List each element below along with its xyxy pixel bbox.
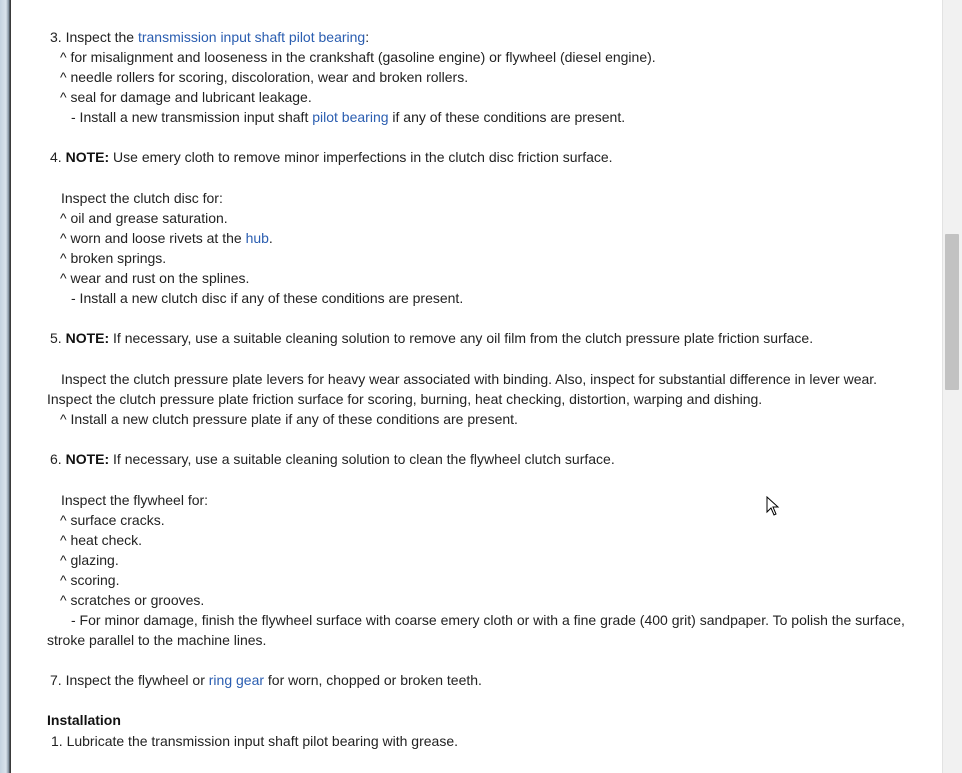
step-number: 7. [50,672,62,688]
note-label: NOTE: [65,330,110,346]
link-transmission-input-shaft-pilot-bearing[interactable]: transmission input shaft pilot bearing [137,29,366,45]
step-3-action-text: - Install a new transmission input shaft [71,109,313,125]
link-hub[interactable]: hub [245,230,269,246]
step-number: 4. [50,149,62,165]
link-pilot-bearing[interactable]: pilot bearing [312,109,389,125]
step-3-heading [50,27,369,47]
step-6-bullet-3: ^ glazing. [60,552,119,568]
step-3-bullet-2: ^ needle rollers for scoring, discoloration, wear and broken rollers. [60,69,469,85]
step-5-paragraph-1: Inspect the clutch pressure plate levers for heavy wear associated with binding. Also, inspect for substantial difference in lever wear. [61,371,878,387]
step-4-note [50,147,613,167]
step-number: 3. [50,29,62,45]
mouse-pointer-icon [766,496,780,516]
note-text: If necessary, use a suitable cleaning solution to clean the flywheel clutch surface. [109,451,615,467]
step-6-action-line-1: - For minor damage, finish the flywheel surface with coarse emery cloth or with a fine grade (400 grit) sandpaper. To polish the surface, [71,612,905,628]
step-6-bullet-4: ^ scoring. [60,572,120,588]
scrollbar-thumb[interactable] [945,234,959,390]
step-7-end: for worn, chopped or broken teeth. [264,672,482,688]
step-5-note [50,328,813,348]
installation-step-1: 1. Lubricate the transmission input shaft pilot bearing with grease. [51,733,459,749]
step-4-bullet-1: ^ oil and grease saturation. [60,210,228,226]
step-4-bullet-2 [60,228,273,248]
step-4-action: - Install a new clutch disc if any of these conditions are present. [71,290,464,306]
step-6-bullet-1: ^ surface cracks. [60,512,165,528]
step-3-action-end: if any of these conditions are present. [388,109,626,125]
step-6-note [50,449,615,469]
step-6-intro: Inspect the flywheel for: [61,492,209,508]
step-number: 6. [50,451,62,467]
step-3-bullet-3: ^ seal for damage and lubricant leakage. [60,89,312,105]
note-label: NOTE: [65,451,110,467]
step-6-bullet-2: ^ heat check. [60,532,143,548]
document-content [10,0,942,773]
step-3-text: Inspect the [65,29,138,45]
step-3-colon: : [365,29,370,45]
note-text: Use emery cloth to remove minor imperfections in the clutch disc friction surface. [109,149,613,165]
link-ring-gear[interactable]: ring gear [208,672,265,688]
step-6-bullet-5: ^ scratches or grooves. [60,592,205,608]
step-4-bullet-3: ^ broken springs. [60,250,167,266]
step-5-paragraph-2: Inspect the clutch pressure plate friction surface for scoring, burning, heat checking, distortion, warping and dishing. [47,391,763,407]
step-3-bullet-1: ^ for misalignment and looseness in the crankshaft (gasoline engine) or flywheel (diesel engine). [60,49,656,65]
note-text: If necessary, use a suitable cleaning solution to remove any oil film from the clutch pressure plate friction surface. [109,330,814,346]
bullet-text: ^ worn and loose rivets at the [60,230,246,246]
bullet-end: . [268,230,273,246]
step-5-bullet-1: ^ Install a new clutch pressure plate if any of these conditions are present. [60,411,518,427]
installation-heading: Installation [47,712,121,728]
note-label: NOTE: [65,149,110,165]
step-3-action [71,107,625,127]
step-4-intro: Inspect the clutch disc for: [61,190,223,206]
step-4-bullet-4: ^ wear and rust on the splines. [60,270,250,286]
step-number: 5. [50,330,62,346]
step-6-action-line-2: stroke parallel to the machine lines. [47,632,267,648]
step-7 [50,670,482,690]
window-edge [0,0,10,773]
step-7-text: Inspect the flywheel or [65,672,209,688]
